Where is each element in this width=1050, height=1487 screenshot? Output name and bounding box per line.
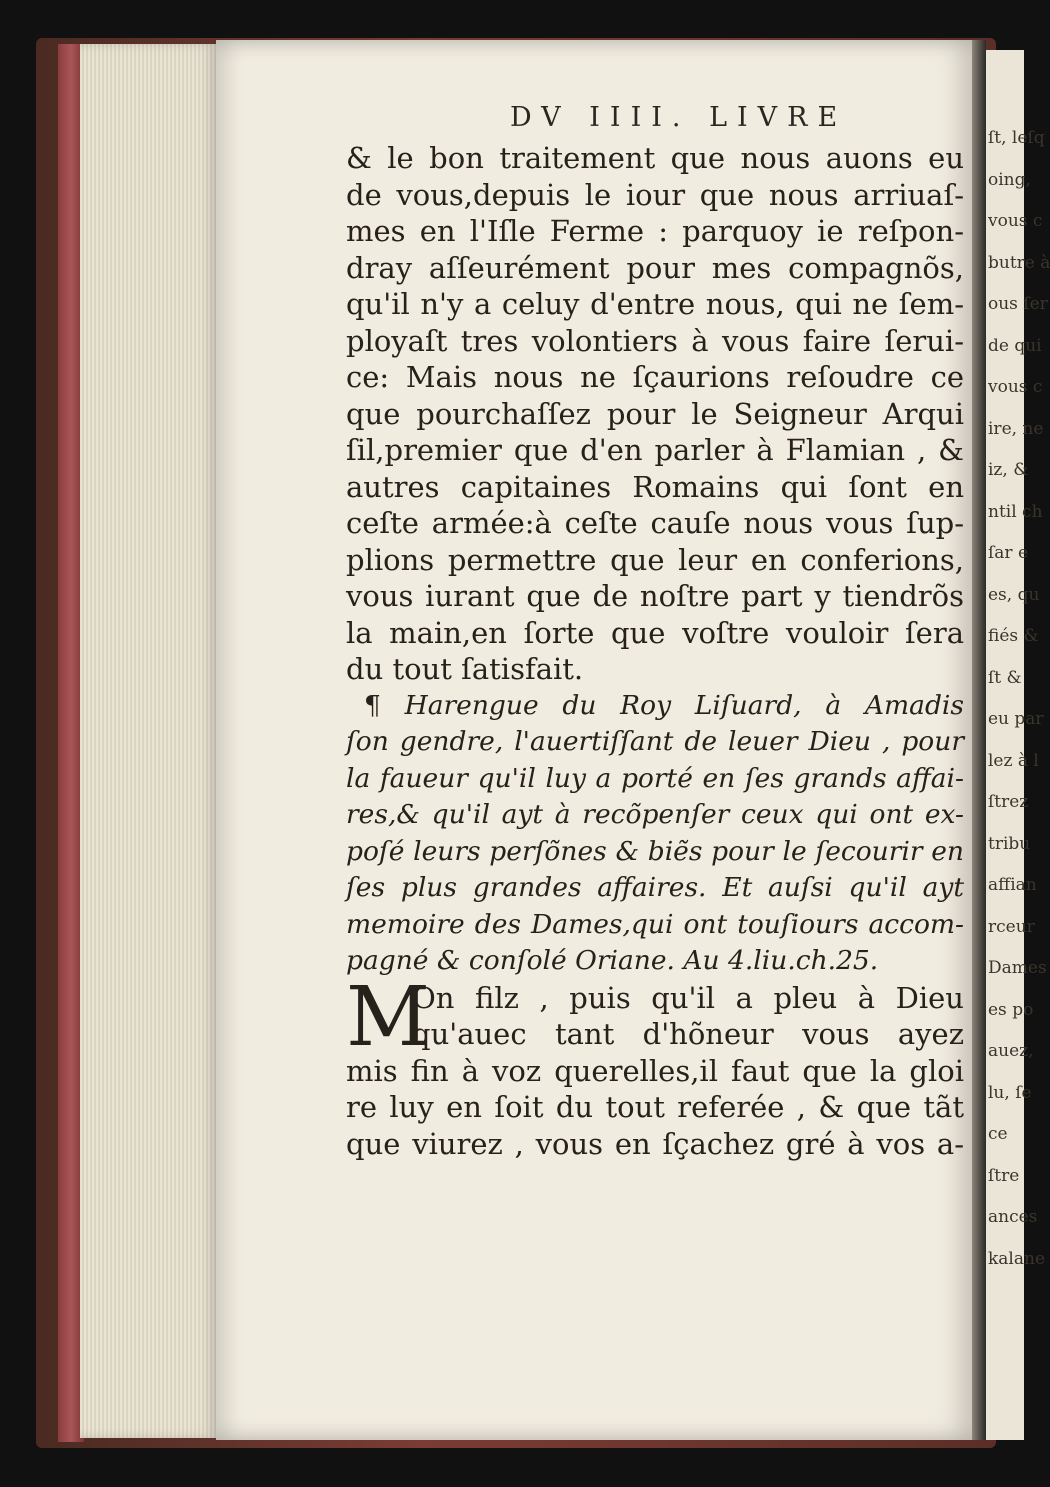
heading-line: ſon gendre, l'auertiſſant de leuer Dieu , pour [346, 726, 964, 757]
heading-line: pagné & conſolé Oriane. Au 4.liu.ch.25. [346, 945, 879, 976]
running-head: DV IIII. LIVRE [510, 102, 848, 133]
text-line: vous iurant que de noſtre part y tiendrõs [346, 579, 964, 613]
heading-line: la faueur qu'il luy a porté en ſes grands affai- [346, 762, 964, 794]
facing-page-fragment: ſt, leſq [988, 128, 1045, 148]
heading-line: poſé leurs perſõnes & biẽs pour le ſecourir en [346, 835, 964, 867]
facing-page-fragment: kalane [988, 1248, 1046, 1269]
text-line: dray aſſeurément pour mes compagnõs, [346, 250, 964, 285]
facing-page-fragment: eu par [988, 709, 1044, 729]
book-gutter [972, 40, 986, 1440]
facing-page-fragment: vous c [988, 377, 1043, 397]
facing-page-fragment: ances [988, 1207, 1038, 1227]
paragraph-2 [346, 969, 964, 1163]
facing-page-edge [986, 50, 1050, 1440]
text-line: qu'auec tant d'hõneur vous ayez [412, 1017, 964, 1051]
facing-page-fragment: Dames [988, 958, 1047, 978]
facing-page-fragment: ſt & [988, 667, 1022, 688]
paragraph-1 [346, 140, 964, 688]
heading-line [346, 688, 964, 725]
text-line: ſil,premier que d'en parler à Flamian , & [346, 433, 964, 467]
text-line: de vous,depuis le iour que nous arriuaſ- [346, 177, 964, 212]
text-line: autres capitaines Romains qui ſont en [346, 469, 964, 504]
page-text [346, 140, 964, 1162]
text-line: que viurez , vous en ſçachez gré à vos a- [346, 1126, 964, 1161]
facing-page-fragment: lez à l [988, 750, 1039, 771]
facing-page-fragment: vous c [988, 211, 1043, 231]
text-line: plions permettre que leur en conferions, [346, 542, 964, 577]
facing-page-fragment: fiés & [988, 626, 1039, 646]
facing-page-fragment: oing, [988, 169, 1031, 190]
heading-line: res,& qu'il ayt à recõpenſer ceux qui ont ex- [346, 799, 964, 830]
chapter-heading [346, 688, 964, 980]
drop-cap: M [346, 969, 430, 1065]
facing-page-fragment: lu, ſe [988, 1082, 1032, 1103]
facing-page-fragment: butre à [988, 252, 1050, 273]
facing-page-fragment: ce [988, 1124, 1008, 1144]
heading-text: Harengue du Roy Liſuard, à Amadis [404, 689, 964, 721]
facing-page-fragment: auez, [988, 1041, 1034, 1061]
text-line: la main,en ſorte que voſtre vouloir ſera [346, 615, 964, 650]
text-line: On filz , puis qu'il a pleu à Dieu [412, 980, 964, 1015]
pilcrow-mark: ¶ [364, 689, 405, 721]
facing-page-fragment: es, qu [988, 584, 1040, 605]
facing-page-fragment: ſtrez [988, 792, 1029, 812]
page-block-fore-edge [80, 44, 216, 1438]
facing-page-fragment: affian [988, 875, 1037, 895]
text-line: ce: Mais nous ne ſçaurions reſoudre ce [346, 360, 964, 394]
text-line: ceſte armée:à ceſte cauſe nous vous ſup- [346, 506, 964, 540]
facing-page-fragment: iz, & [988, 460, 1029, 480]
text-line: mes en l'Iſle Ferme : parquoy ie reſpon- [346, 214, 964, 248]
text-line: ployaſt tres volontiers à vous faire ſerui- [346, 323, 964, 358]
text-line: qu'il n'y a celuy d'entre nous, qui ne ſem- [346, 287, 964, 321]
facing-page-fragment: ire, ne [988, 418, 1044, 439]
facing-page-fragment: de qui [988, 335, 1042, 356]
facing-page-fragment: tribu [988, 833, 1031, 854]
text-line: du tout ſatisfait. [346, 652, 584, 686]
facing-page-fragment: ntil ch [988, 501, 1043, 522]
text-line: re luy en ſoit du tout referée , & que tãt [346, 1090, 964, 1124]
text-line: mis fin à voz querelles,il faut que la gloi [346, 1053, 964, 1088]
facing-page-fragment: ſtre [988, 1165, 1020, 1186]
facing-page-fragment: rceur [988, 916, 1035, 937]
heading-line: memoire des Dames,qui ont touſiours accom- [346, 908, 964, 940]
facing-page-fragment: ous ſer [988, 294, 1048, 314]
text-line: & le bon traitement que nous auons eu [346, 141, 964, 175]
heading-line: ſes plus grandes affaires. Et auſsi qu'il ayt [346, 872, 964, 903]
text-line: que pourchaſſez pour le Seigneur Arqui [346, 396, 964, 431]
facing-page-fragment: ſar e [988, 543, 1029, 563]
facing-page-fragment: es po [988, 999, 1034, 1020]
